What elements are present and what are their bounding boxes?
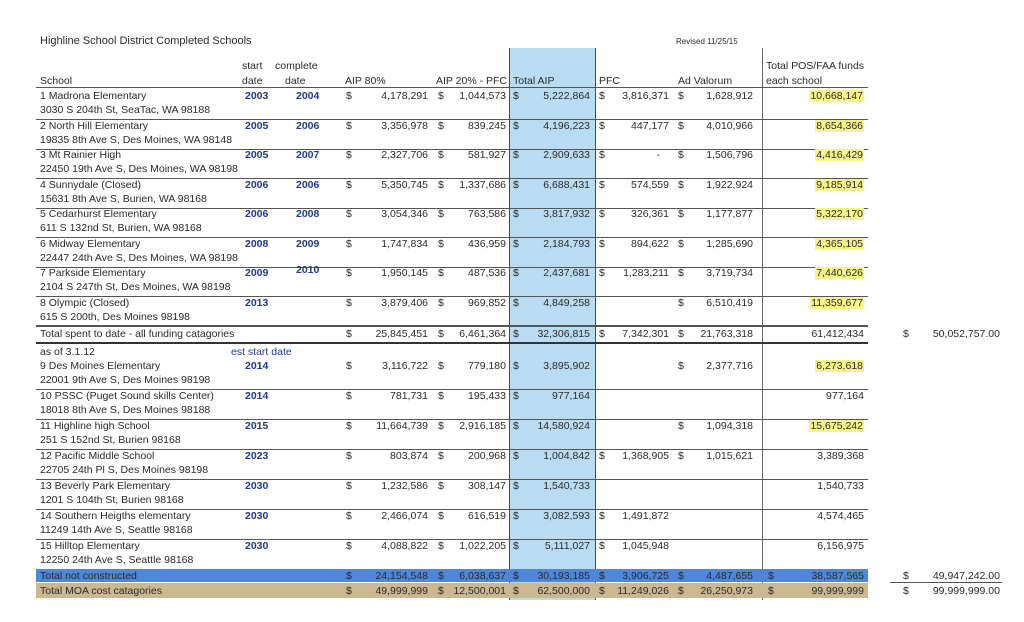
complete-year: 2004 (296, 90, 320, 102)
ad-valorum-value: 1,094,318 (706, 420, 753, 432)
dollar-sign: $ (513, 178, 519, 191)
dollar-sign: $ (678, 237, 684, 250)
dollar-sign: $ (438, 390, 444, 402)
ad-valorum-value: 4,010,966 (706, 119, 753, 132)
header-school: School (40, 75, 73, 87)
start-year: 2009 (245, 267, 269, 279)
nc-aip20: 6,038,637 (459, 570, 506, 582)
aip80-value: 2,327,706 (381, 149, 428, 161)
total-aip-value: 977,164 (552, 390, 590, 402)
total-aip-value: 2,184,793 (543, 237, 590, 250)
school-address: 1201 S 104th St, Burien 98168 (40, 494, 184, 506)
total-aip-value: 5,111,027 (544, 540, 590, 552)
aip20-value: 763,586 (468, 208, 506, 220)
total-funds-value: 9,185,914 (816, 178, 863, 191)
row-rule (36, 539, 868, 540)
complete-year: 2008 (296, 208, 320, 220)
school-address: 615 S 200th, Des Moines 98198 (40, 310, 191, 323)
dollar-sign: $ (678, 360, 684, 372)
dollar-sign: $ (346, 480, 352, 492)
aip20-value: 1,044,573 (459, 90, 506, 102)
total-funds-value: 4,416,429 (816, 149, 863, 161)
school-name: 10 PSSC (Puget Sound skills Center) (40, 390, 214, 402)
dollar-sign: $ (346, 570, 352, 582)
ad-valorum-value: 3,719,734 (706, 267, 753, 279)
header-start-line1: start (242, 60, 263, 72)
school-address: 251 S 152nd St, Burien 98168 (40, 434, 181, 446)
start-year: 2006 (245, 208, 269, 220)
school-name: 15 Hilltop Elementary (40, 540, 140, 552)
aip20-value: 308,147 (468, 480, 506, 492)
pfc-value: 1,368,905 (622, 450, 669, 462)
dollar-sign: $ (438, 296, 444, 309)
complete-year: 2010 (296, 264, 320, 276)
dollar-sign: $ (513, 237, 519, 250)
column-divider (595, 48, 596, 600)
dollar-sign: $ (768, 585, 774, 597)
aip80-value: 3,879,406 (381, 296, 428, 309)
dollar-sign: $ (599, 328, 605, 340)
total-aip-value: 5,222,864 (543, 90, 590, 102)
school-address: 3030 S 204th St, SeaTac, WA 98188 (40, 104, 211, 116)
nc-total-aip: 30,193,185 (537, 570, 590, 582)
start-year: 2008 (245, 237, 269, 250)
est-start-label: est start date (231, 346, 292, 358)
ad-valorum-value: 1,177,877 (706, 208, 753, 220)
ad-valorum-value: 1,285,690 (706, 237, 753, 250)
school-address: 22705 24th Pl S, Des Moines 98198 (40, 464, 209, 476)
total-aip-value: 1,540,733 (543, 480, 590, 492)
aip80-value: 4,088,822 (381, 540, 428, 552)
dollar-sign: $ (513, 90, 519, 102)
aip80-value: 5,350,745 (381, 178, 428, 191)
aip20-value: 195,433 (468, 390, 506, 402)
start-year: 2014 (245, 360, 269, 372)
dollar-sign: $ (438, 208, 444, 220)
header-total-funds-line1: Total POS/FAA funds (766, 60, 865, 72)
total-funds-value: 977,164 (826, 390, 864, 402)
pfc-value: 447,177 (631, 119, 669, 132)
total-funds-value: 3,389,368 (817, 450, 864, 462)
dollar-sign: $ (678, 178, 684, 191)
school-name: 13 Beverly Park Elementary (40, 480, 171, 492)
start-year: 2005 (245, 149, 269, 161)
total-funds-value: 4,574,465 (817, 510, 864, 522)
header-complete-line1: complete (275, 60, 318, 72)
moa-aip80: 49,999,999 (375, 585, 428, 597)
dollar-sign: $ (513, 360, 519, 372)
dollar-sign: $ (346, 360, 352, 372)
pfc-value: 1,283,211 (623, 267, 669, 279)
pfc-value: 574,559 (631, 178, 669, 191)
school-address: 12250 24th Ave S, Seattle 98168 (40, 554, 194, 566)
ad-valorum-value: 1,506,796 (706, 149, 753, 161)
dollar-sign: $ (678, 328, 684, 340)
moa-label: Total MOA cost catagories (40, 585, 162, 597)
total-aip-value: 6,688,431 (543, 178, 590, 191)
school-name: 8 Olympic (Closed) (40, 296, 130, 309)
total-funds-value: 6,273,618 (816, 360, 863, 372)
start-year: 2015 (245, 420, 269, 432)
dollar-sign: $ (513, 328, 519, 340)
dollar-sign: $ (438, 540, 444, 552)
dollar-sign: $ (346, 237, 352, 250)
school-name: 4 Sunnydale (Closed) (40, 178, 141, 191)
aip80-value: 781,731 (390, 390, 428, 402)
header-complete-line2: date (285, 75, 306, 87)
dollar-sign: $ (678, 149, 684, 161)
dollar-sign: $ (438, 480, 444, 492)
dollar-sign: $ (903, 328, 909, 340)
dollar-sign: $ (678, 570, 684, 582)
total-aip-value: 2,437,681 (543, 267, 590, 279)
aip20-value: 200,968 (468, 450, 506, 462)
pfc-value: 326,361 (631, 208, 669, 220)
aip20-value: 581,927 (468, 149, 506, 161)
start-year: 2006 (245, 178, 269, 191)
start-year: 2030 (245, 480, 269, 492)
aip20-value: 1,337,686 (459, 178, 506, 191)
dollar-sign: $ (678, 119, 684, 132)
ad-valorum-value: 6,510,419 (706, 296, 753, 309)
dollar-sign: $ (438, 510, 444, 522)
nc-pfc: 3,906,725 (622, 570, 669, 582)
dollar-sign: $ (513, 149, 519, 161)
school-name: 12 Pacific Middle School (40, 450, 155, 462)
dollar-sign: $ (346, 390, 352, 402)
dollar-sign: $ (678, 450, 684, 462)
aip20-value: 839,245 (468, 119, 506, 132)
dollar-sign: $ (903, 585, 909, 597)
dollar-sign: $ (513, 570, 519, 582)
school-name: 5 Cedarhurst Elementary (40, 208, 157, 220)
aip80-value: 1,747,834 (381, 237, 428, 250)
dollar-sign: $ (599, 585, 605, 597)
pfc-value: 3,816,371 (622, 90, 669, 102)
dollar-sign: $ (678, 296, 684, 309)
header-aip80: AIP 80% (345, 75, 386, 87)
dollar-sign: $ (346, 420, 352, 432)
dollar-sign: $ (438, 585, 444, 597)
school-address: 15631 8th Ave S, Burien, WA 98168 (40, 192, 207, 205)
moa-total-aip: 62,500,000 (537, 585, 590, 597)
dollar-sign: $ (678, 267, 684, 279)
aip20-value: 779,180 (468, 360, 506, 372)
school-name: 11 Highline high School (40, 420, 150, 432)
school-address: 611 S 132nd St, Burien, WA 98168 (40, 222, 202, 234)
dollar-sign: $ (678, 208, 684, 220)
aip20-value: 487,536 (468, 267, 506, 279)
dollar-sign: $ (599, 149, 605, 161)
dollar-sign: $ (346, 328, 352, 340)
dollar-sign: $ (513, 119, 519, 132)
dollar-sign: $ (599, 178, 605, 191)
spent-total: 61,412,434 (811, 328, 864, 340)
dollar-sign: $ (903, 570, 909, 582)
dollar-sign: $ (346, 208, 352, 220)
page-title: Highline School District Completed Schools (40, 35, 252, 47)
total-aip-value: 1,004,842 (543, 450, 590, 462)
dollar-sign: $ (438, 267, 444, 279)
dollar-sign: $ (346, 90, 352, 102)
school-address: 11249 14th Ave S, Seattle 98168 (40, 524, 193, 536)
start-year: 2003 (245, 90, 269, 102)
spent-total-aip: 32,306,815 (537, 328, 590, 340)
dollar-sign: $ (346, 450, 352, 462)
ad-valorum-value: 2,377,716 (706, 360, 753, 372)
dollar-sign: $ (346, 119, 352, 132)
start-year: 2013 (245, 296, 269, 309)
total-funds-value: 7,440,626 (816, 267, 863, 279)
complete-year: 2009 (296, 237, 320, 250)
spent-ad-valorum: 21,763,318 (700, 328, 753, 340)
dollar-sign: $ (438, 450, 444, 462)
dollar-sign: $ (513, 480, 519, 492)
complete-year: 2006 (296, 119, 320, 132)
dollar-sign: $ (513, 450, 519, 462)
nc-aip80: 24,154,548 (375, 570, 428, 582)
total-aip-value: 4,196,223 (543, 119, 590, 132)
total-aip-value: 14,580,924 (537, 420, 590, 432)
dollar-sign: $ (346, 585, 352, 597)
school-address: 22450 19th Ave S, Des Moines, WA 98198 (40, 163, 238, 175)
pfc-value: 1,045,948 (622, 540, 669, 552)
dollar-sign: $ (513, 390, 519, 402)
spent-extra: 50,052,757.00 (932, 328, 1000, 340)
aip20-value: 1,022,205 (459, 540, 506, 552)
school-name: 2 North Hill Elementary (40, 119, 148, 132)
dollar-sign: $ (678, 90, 684, 102)
moa-ad-valorum: 26,250,973 (700, 585, 753, 597)
spent-label: Total spent to date - all funding catagories (40, 328, 235, 340)
dollar-sign: $ (513, 267, 519, 279)
school-address: 18018 8th Ave S, Des Moines 98188 (40, 404, 211, 416)
spent-pfc: 7,342,301 (622, 328, 669, 340)
school-name: 14 Southern Heigths elementary (40, 510, 191, 522)
aip80-value: 3,356,978 (381, 119, 428, 132)
dollar-sign: $ (599, 450, 605, 462)
dollar-sign: $ (513, 296, 519, 309)
header-rule (36, 87, 868, 88)
header-aip20: AIP 20% - PFC (436, 75, 507, 87)
ad-valorum-value: 1,922,924 (706, 178, 753, 191)
pfc-value: 1,491,872 (622, 510, 669, 522)
row-rule (36, 342, 868, 344)
revised-date: Revised 11/25/15 (676, 37, 738, 46)
school-name: 7 Parkside Elementary (40, 267, 146, 279)
aip80-value: 1,950,145 (381, 267, 428, 279)
school-address: 22001 9th Ave S, Des Moines 98198 (40, 374, 211, 386)
header-ad-valorum: Ad Valorum (678, 75, 733, 87)
column-divider (762, 48, 763, 600)
dollar-sign: $ (438, 119, 444, 132)
pfc-value: 894,622 (631, 237, 669, 250)
total-aip-value: 2,909,633 (543, 149, 590, 161)
header-total-funds-line2: each school (766, 75, 823, 87)
dollar-sign: $ (599, 119, 605, 132)
row-rule (890, 582, 1002, 583)
school-name: 9 Des Moines Elementary (40, 360, 161, 372)
dollar-sign: $ (599, 237, 605, 250)
school-name: 3 Mt Rainier High (40, 149, 122, 161)
start-year: 2014 (245, 390, 269, 402)
total-funds-value: 4,365,105 (816, 237, 863, 250)
header-start-line2: date (242, 75, 263, 87)
aip80-value: 11,664,739 (376, 420, 428, 432)
ad-valorum-value: 1,015,621 (706, 450, 753, 462)
aip80-value: 4,178,291 (381, 90, 428, 102)
moa-total: 99,999,999 (811, 585, 864, 597)
aip20-value: 969,852 (468, 296, 506, 309)
dollar-sign: $ (346, 540, 352, 552)
dollar-sign: $ (438, 570, 444, 582)
total-funds-value: 11,359,677 (811, 296, 863, 309)
dollar-sign: $ (438, 420, 444, 432)
dollar-sign: $ (513, 208, 519, 220)
dollar-sign: $ (599, 208, 605, 220)
total-funds-value: 15,675,242 (810, 420, 863, 432)
school-name: 1 Madrona Elementary (40, 90, 147, 102)
start-year: 2005 (245, 119, 269, 132)
school-name: 6 Midway Elementary (40, 237, 141, 250)
dollar-sign: $ (599, 540, 605, 552)
dollar-sign: $ (513, 585, 519, 597)
dollar-sign: $ (346, 149, 352, 161)
column-divider (509, 48, 510, 600)
dollar-sign: $ (513, 420, 519, 432)
aip80-value: 3,054,346 (381, 208, 428, 220)
dollar-sign: $ (346, 267, 352, 279)
dollar-sign: $ (438, 360, 444, 372)
row-rule (36, 325, 868, 326)
spent-aip80: 25,845,451 (375, 328, 428, 340)
total-aip-value: 3,082,593 (543, 510, 590, 522)
dollar-sign: $ (678, 585, 684, 597)
start-year: 2023 (245, 450, 269, 462)
school-address: 22447 24th Ave S, Des Moines, WA 98198 (40, 251, 238, 264)
total-funds-value: 1,540,733 (817, 480, 864, 492)
aip20-value: 2,916,185 (459, 420, 506, 432)
total-aip-value: 4,849,258 (543, 296, 590, 309)
pfc-value: - (656, 149, 660, 161)
start-year: 2030 (245, 540, 269, 552)
dollar-sign: $ (599, 90, 605, 102)
moa-aip20: 12,500,001 (453, 585, 506, 597)
dollar-sign: $ (438, 178, 444, 191)
nc-extra: 49,947,242.00 (932, 570, 1000, 582)
moa-extra: 99,999,999.00 (932, 585, 1000, 597)
dollar-sign: $ (599, 510, 605, 522)
nc-ad-valorum: 4,487,655 (706, 570, 753, 582)
aip80-value: 803,874 (390, 450, 428, 462)
dollar-sign: $ (599, 570, 605, 582)
dollar-sign: $ (678, 420, 684, 432)
dollar-sign: $ (768, 570, 774, 582)
school-address: 2104 S 247th St, Des Moines, WA 98198 (40, 281, 231, 293)
complete-year: 2007 (296, 149, 320, 161)
header-pfc: PFC (599, 75, 620, 87)
total-aip-value: 3,817,932 (543, 208, 590, 220)
dollar-sign: $ (438, 237, 444, 250)
aip80-value: 3,116,722 (382, 360, 428, 372)
as-of-label: as of 3.1.12 (40, 346, 95, 358)
complete-year: 2006 (296, 178, 320, 191)
aip20-value: 616,519 (468, 510, 506, 522)
dollar-sign: $ (438, 149, 444, 161)
dollar-sign: $ (346, 510, 352, 522)
ad-valorum-value: 1,628,912 (706, 90, 753, 102)
school-address: 19835 8th Ave S, Des Moines, WA 98148 (40, 133, 233, 146)
header-total-aip: Total AIP (513, 75, 555, 87)
nc-total: 38,587,565 (811, 570, 864, 582)
dollar-sign: $ (599, 267, 605, 279)
total-funds-value: 10,668,147 (810, 90, 863, 102)
aip80-value: 1,232,586 (381, 480, 428, 492)
total-funds-value: 8,654,366 (816, 119, 863, 132)
aip20-value: 436,959 (468, 237, 506, 250)
spent-aip20: 6,461,364 (459, 328, 506, 340)
aip80-value: 2,466,074 (381, 510, 428, 522)
start-year: 2030 (245, 510, 269, 522)
moa-pfc: 11,249,026 (617, 585, 669, 597)
total-aip-value: 3,895,902 (543, 360, 590, 372)
dollar-sign: $ (513, 540, 519, 552)
total-funds-value: 6,156,975 (817, 540, 864, 552)
not-constructed-label: Total not constructed (40, 570, 137, 582)
total-funds-value: 5,322,170 (816, 208, 863, 220)
dollar-sign: $ (346, 178, 352, 191)
dollar-sign: $ (346, 296, 352, 309)
dollar-sign: $ (438, 328, 444, 340)
dollar-sign: $ (513, 510, 519, 522)
dollar-sign: $ (438, 90, 444, 102)
